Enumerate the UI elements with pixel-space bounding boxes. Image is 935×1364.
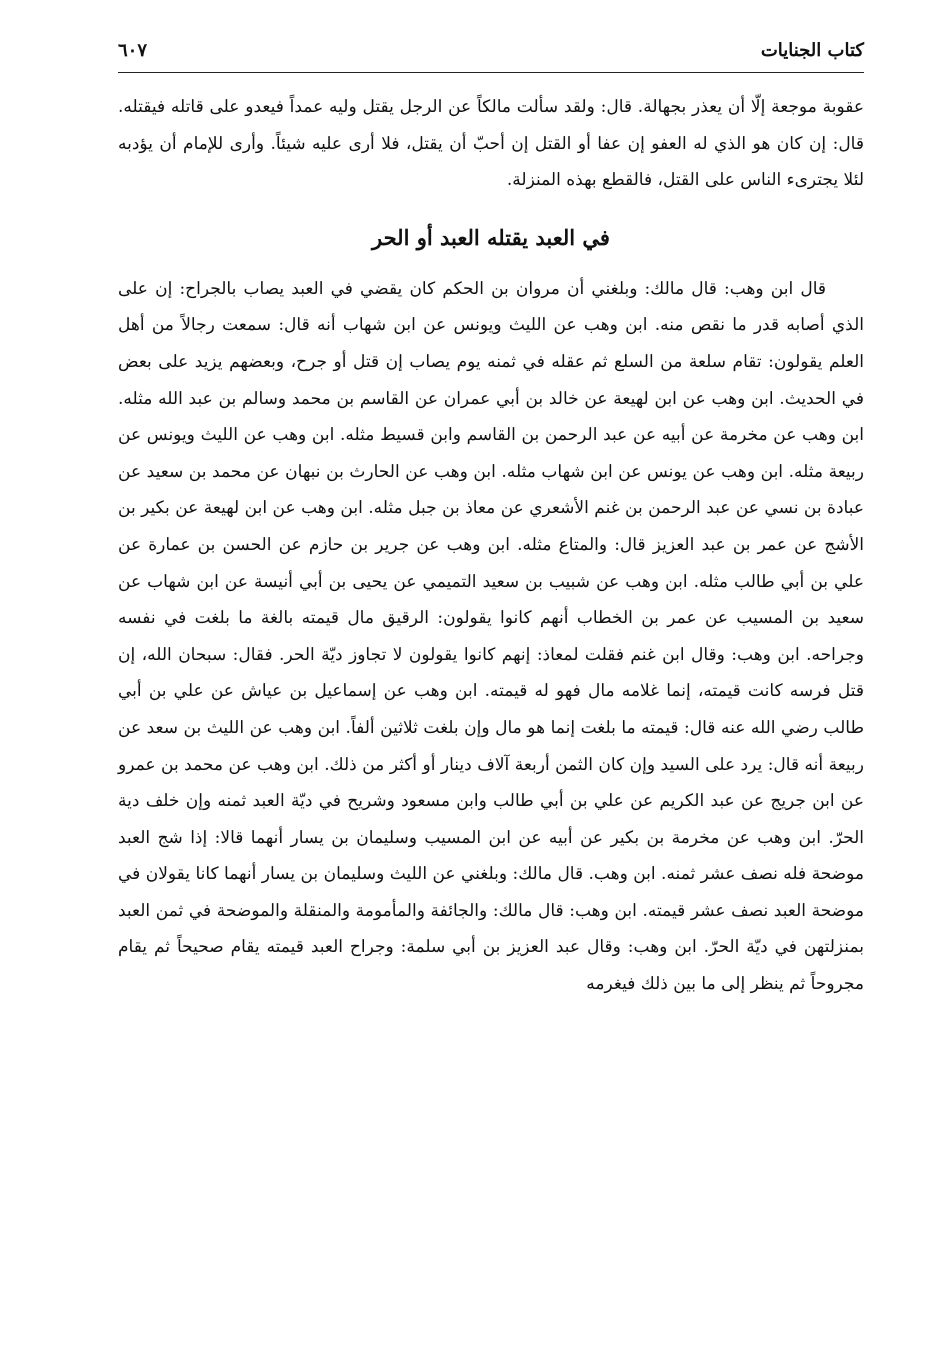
page-number: ٦٠٧ (118, 40, 148, 61)
page-header (118, 38, 864, 73)
book-page (118, 38, 864, 1003)
intro-paragraph: عقوبة موجعة إلّا أن يعذر بجهالة. قال: ولقد سألت مالكاً عن الرجل يقتل وليه عمداً فيعدو على قاتله فيقتله. قال: إن كان هو الذي له العفو إن عفا أو القتل إن أحبّ أن يقتل، فلا أرى عليه شيئاً. وأرى للإمام أن يؤدبه لئلا يجترىء الناس على القتل، فالقطع بهذه المنزلة. (118, 97, 864, 191)
section-heading: في العبد يقتله العبد أو الحر (372, 224, 610, 250)
running-title: كتاب الجنايات (760, 40, 864, 61)
main-paragraph: قال ابن وهب: قال مالك: وبلغني أن مروان بن الحكم كان يقضي في العبد يصاب بالجراح: إن على الذي أصابه قدر ما نقص منه. ابن وهب عن الليث ويونس عن ابن شهاب أنه قال: سمعت رجالاً من أهل العلم يقولون: تقام سلعة من السلع ثم عقله في ثمنه يوم يصاب إن قتل أو جرح، وبعضهم يزيد على بعض في الحديث. ابن وهب عن ابن لهيعة عن خالد بن أبي عمران عن القاسم بن محمد وسالم بن عبد الله مثله. ابن وهب عن مخرمة عن أبيه عن عبد الرحمن بن القاسم وابن قسيط مثله. ابن وهب عن الليث ويونس عن ربيعة مثله. ابن وهب عن يونس عن ابن شهاب مثله. ابن وهب عن الحارث بن نبهان عن محمد بن سعيد عن عبادة بن نسي عن عبد الرحمن بن غنم الأشعري عن معاذ بن جبل مثله. ابن وهب عن ابن لهيعة عن بكير بن الأشج عن عمر بن عبد العزيز قال: والمتاع مثله. ابن وهب عن جرير بن حازم عن الحسن بن عمارة عن علي بن أبي طالب مثله. ابن وهب عن شبيب بن سعيد التميمي عن يحيى بن أبي أنيسة عن ابن شهاب عن سعيد بن المسيب عن عمر بن الخطاب أنهم كانوا يقولون: الرقيق مال قيمته بالغة ما بلغت في نفسه وجراحه. ابن وهب: وقال ابن غنم فقلت لمعاذ: إنهم كانوا يقولون لا تجاوز ديّة الحر. فقال: سبحان الله، إن قتل فرسه كانت قيمته، إنما غلامه مال فهو له قيمته. ابن وهب عن إسماعيل بن عياش عن علي بن أبي طالب رضي الله عنه قال: قيمته ما بلغت إنما هو مال وإن بلغت ثلاثين ألفاً. ابن وهب عن الليث بن سعد عن ربيعة أنه قال: يرد على السيد وإن كان الثمن أربعة آلاف دينار أو أكثر من ذلك. ابن وهب عن محمد بن عمرو عن ابن جريج عن عبد الكريم عن علي بن أبي طالب وابن مسعود وشريح في ديّة العبد ثمنه وإن خلف دية الحرّ. ابن وهب عن مخرمة بن بكير عن أبيه عن ابن المسيب وسليمان بن يسار أنهما قالا: إذا شج العبد موضحة فله نصف عشر ثمنه. ابن وهب. قال مالك: وبلغني عن الليث وسليمان بن يسار أنهما كانا يقولان في موضحة العبد نصف عشر قيمته. ابن وهب: قال مالك: والجائفة والمأمومة والمنقلة والموضحة في ثمن العبد بمنزلتهن في ديّة الحرّ. ابن وهب: وقال عبد العزيز بن أبي سلمة: وجراح العبد قيمته يقام صحيحاً ثم يقام مجروحاً ثم ينظر إلى ما بين ذلك فيغرمه (118, 278, 864, 995)
